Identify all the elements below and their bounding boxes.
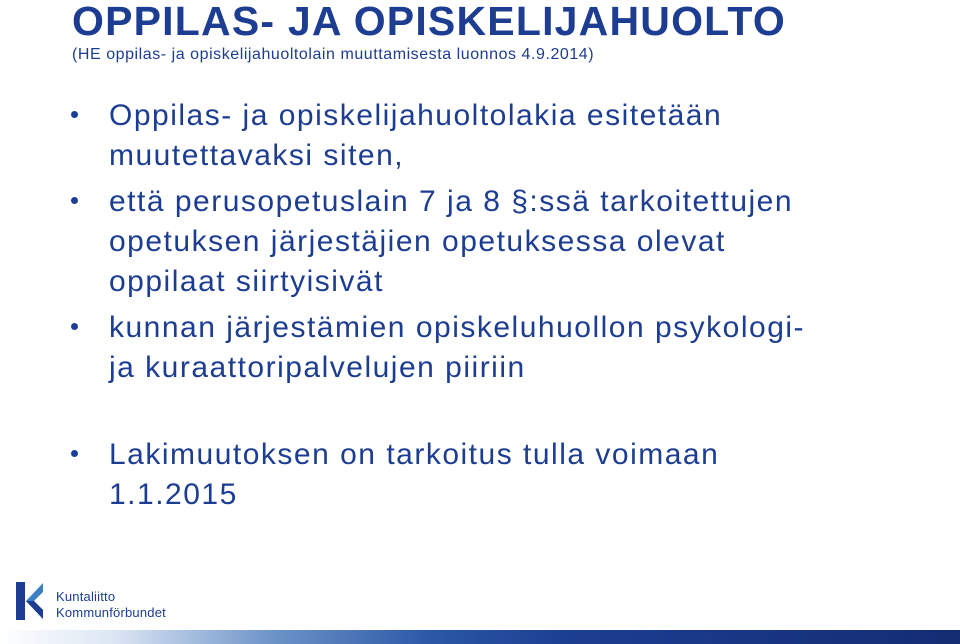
- bullet-dot-icon: [71, 323, 78, 330]
- bullet-item: [70, 182, 890, 302]
- kuntaliitto-logo: [16, 580, 196, 624]
- bullet-item: [70, 96, 890, 176]
- bullet-text: Lakimuutoksen on tarkoitus tulla voimaan 1.1.2015: [109, 438, 720, 511]
- bullet-item: [70, 308, 890, 388]
- bullet-dot-icon: [71, 197, 78, 204]
- logo-name-swedish: Kommunförbundet: [56, 605, 166, 620]
- footer-gradient-bar: [0, 630, 960, 644]
- bullet-text: kunnan järjestämien opiskeluhuollon psykologi- ja kuraattoripalvelujen piiriin: [109, 311, 806, 384]
- logo-name-finnish: Kuntaliitto: [56, 589, 116, 604]
- bullet-dot-icon: [71, 450, 78, 457]
- bullet-text: että perusopetuslain 7 ja 8 §:ssä tarkoitettujen opetuksen järjestäjien opetuksessa olevat oppilaat siirtyisivät: [109, 185, 794, 298]
- bullet-text: Oppilas- ja opiskelijahuoltolakia esitetään muutettavaksi siten,: [109, 99, 723, 172]
- bullet-item: [70, 435, 890, 515]
- kuntaliitto-logo-icon: [16, 580, 46, 622]
- footer-bar-fill: [0, 630, 960, 644]
- slide-title: OPPILAS- JA OPISKELIJAHUOLTO: [72, 0, 786, 44]
- slide-subtitle: (HE oppilas- ja opiskelijahuoltolain muuttamisesta luonnos 4.9.2014): [72, 46, 595, 63]
- bullet-dot-icon: [71, 111, 78, 118]
